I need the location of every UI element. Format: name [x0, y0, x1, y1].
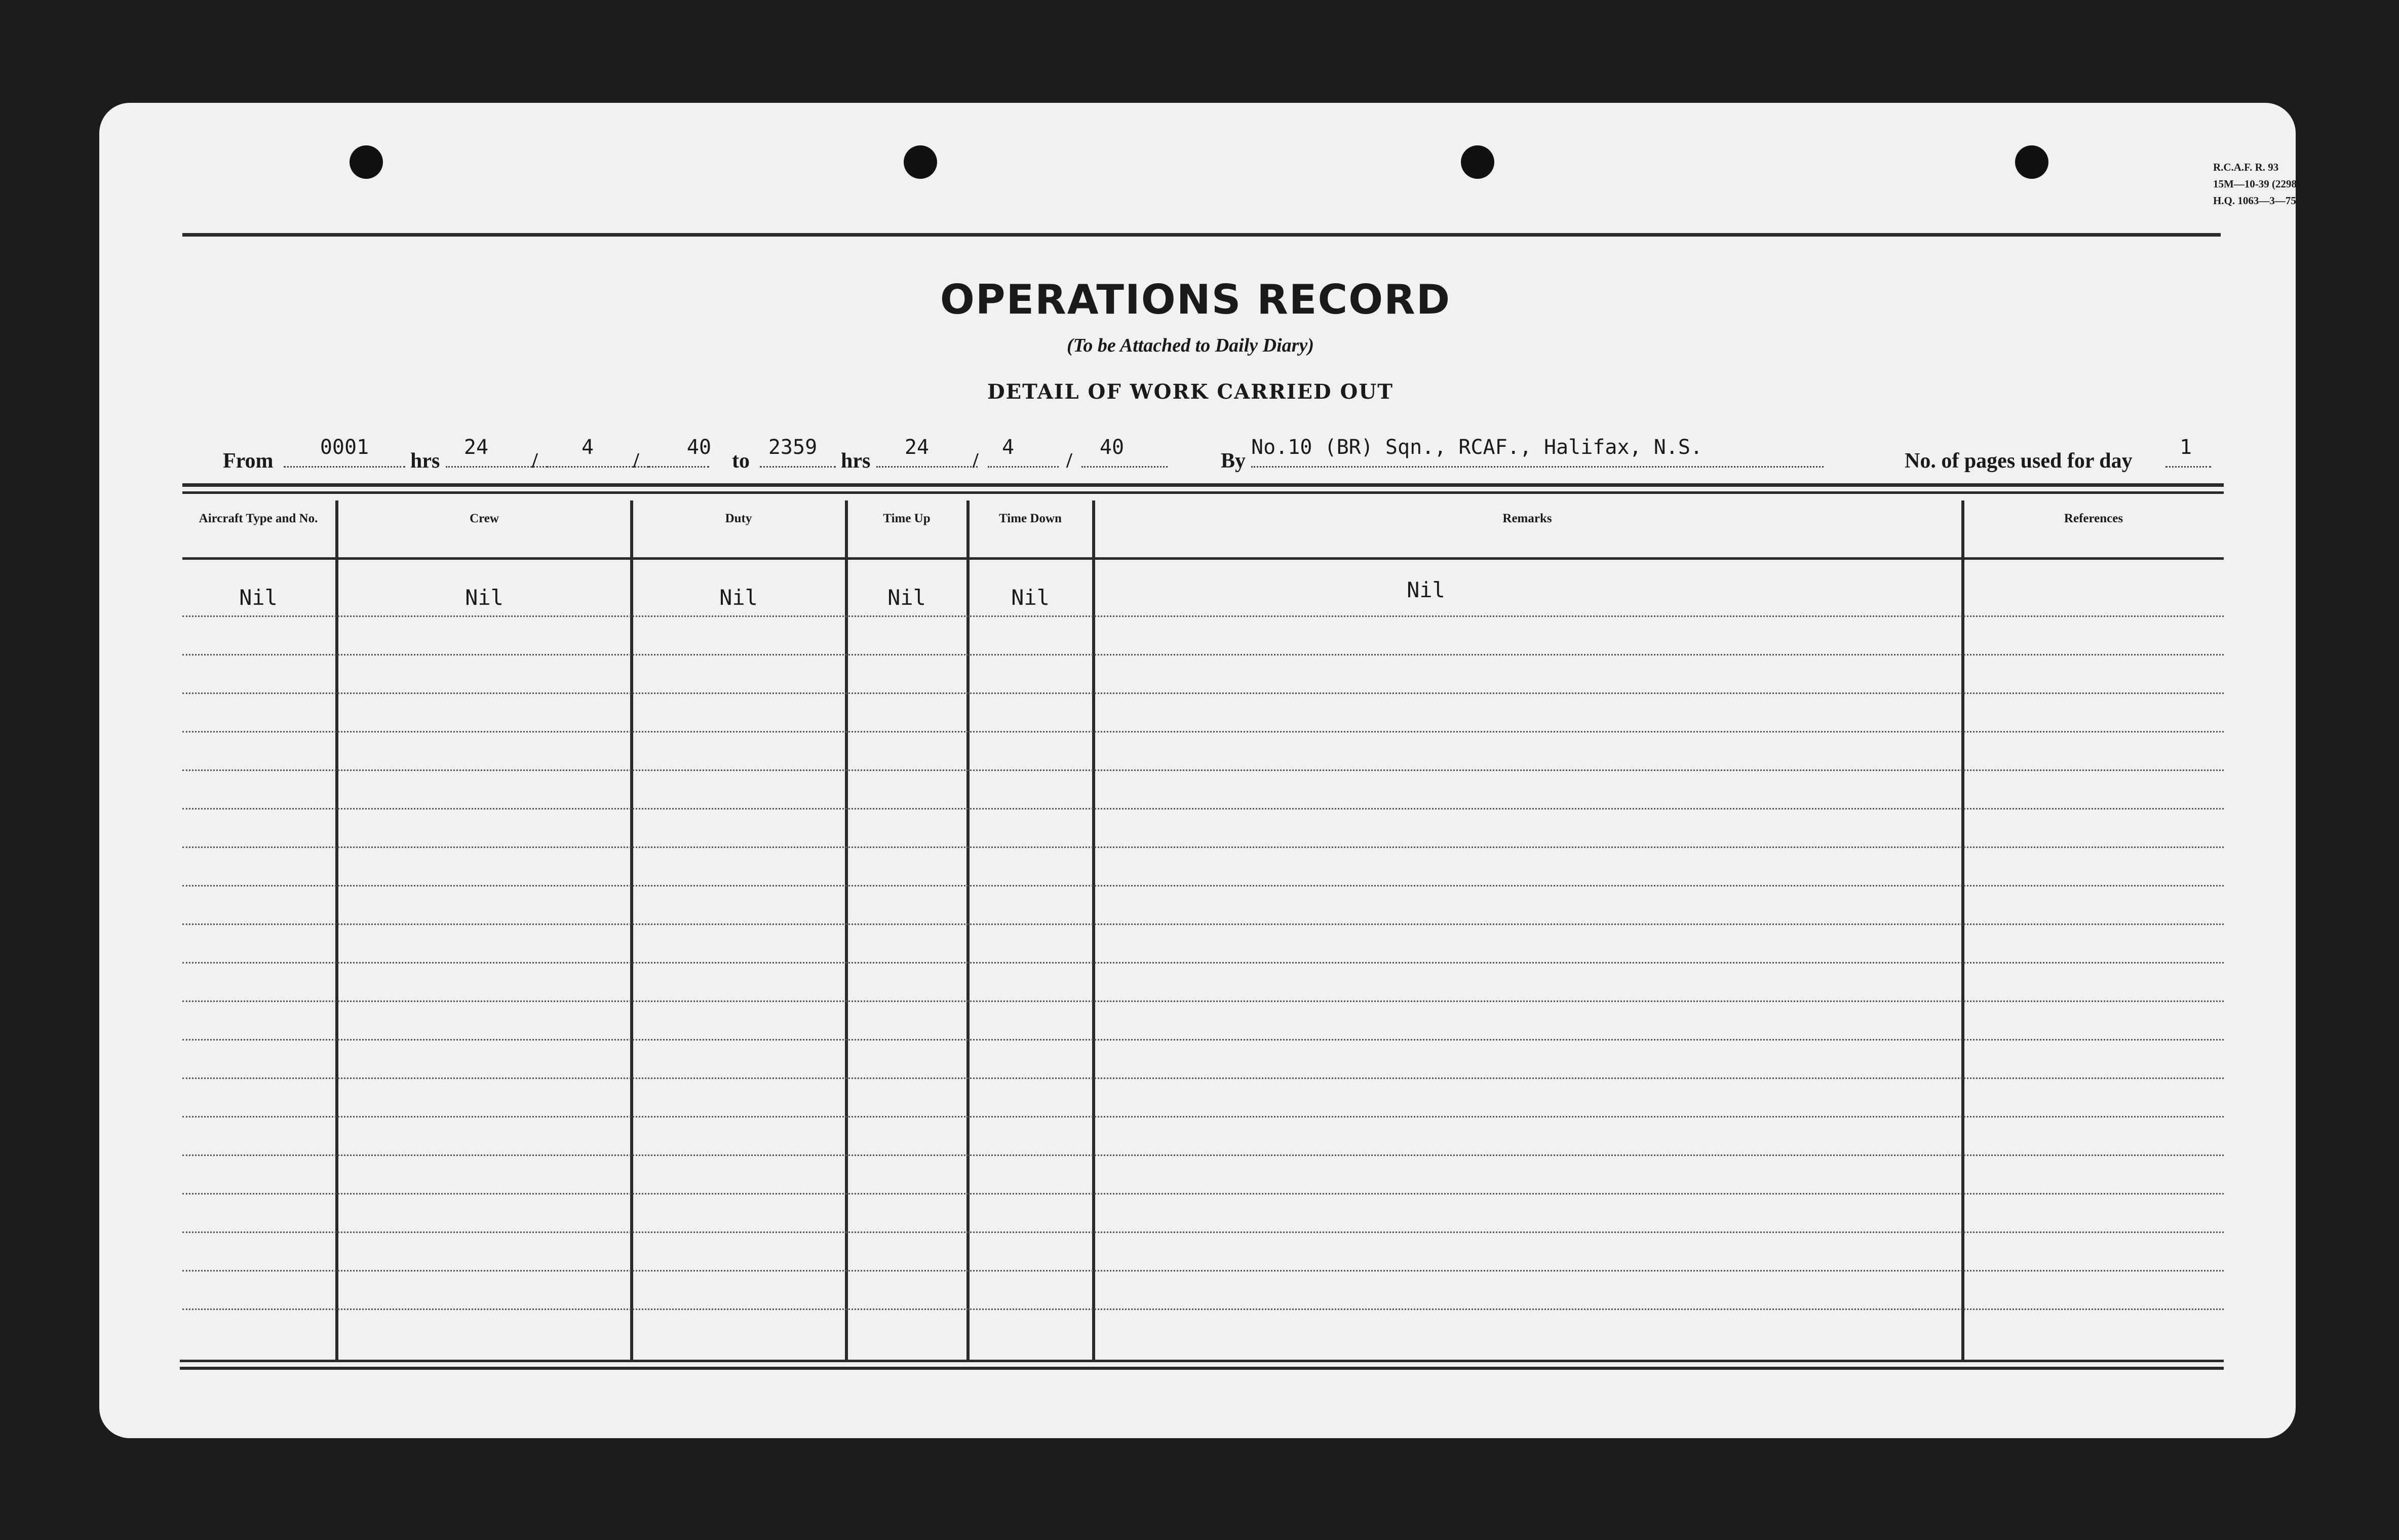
ruled-line [182, 1231, 2224, 1233]
top-rule [182, 233, 2221, 237]
to-day-line [876, 466, 978, 468]
from-day-field[interactable]: 24 [463, 436, 489, 459]
pages-field[interactable]: 1 [2179, 436, 2192, 459]
table-bottom-rule [180, 1367, 2224, 1370]
to-day-field[interactable]: 24 [904, 436, 930, 459]
cell-crew[interactable]: Nil [465, 585, 504, 610]
table-bottom-rule [180, 1360, 2224, 1362]
binder-hole [2015, 145, 2048, 179]
page-title: OPERATIONS RECORD [940, 276, 1451, 323]
from-year-field[interactable]: 40 [686, 436, 712, 459]
cell-duty[interactable]: Nil [719, 585, 758, 610]
hrs-label: hrs [410, 449, 440, 473]
cell-aircraft[interactable]: Nil [239, 585, 278, 610]
slash: / [532, 449, 538, 473]
ruled-line [182, 654, 2224, 656]
ruled-line [182, 1000, 2224, 1002]
header-underline [182, 557, 2224, 560]
ruled-line [182, 1193, 2224, 1195]
to-month-line [988, 466, 1059, 468]
pages-line [2165, 466, 2211, 468]
ruled-line [182, 731, 2224, 733]
form-code-line: R.C.A.F. R. 93 [2213, 161, 2279, 173]
slash: / [973, 449, 979, 473]
to-time-line [760, 466, 836, 468]
from-time-field[interactable]: 0001 [320, 436, 369, 459]
to-time-field[interactable]: 2359 [768, 436, 818, 459]
cell-remarks[interactable]: Nil [1407, 578, 1445, 602]
detail-heading: DETAIL OF WORK CARRIED OUT [987, 380, 1394, 404]
ruled-line [182, 962, 2224, 964]
ruled-line [182, 1039, 2224, 1041]
form-code-line: 15M—10-39 (2298) [2213, 178, 2300, 190]
col-header-crew: Crew [470, 512, 499, 525]
ruled-line [182, 808, 2224, 810]
ruled-line [182, 1116, 2224, 1118]
col-header-time-down: Time Down [999, 512, 1062, 525]
to-year-field[interactable]: 40 [1099, 436, 1125, 459]
binder-hole [350, 145, 383, 179]
pages-label: No. of pages used for day [1905, 449, 2133, 473]
slash: / [633, 449, 639, 473]
ruled-line [182, 1270, 2224, 1272]
to-label: to [732, 449, 750, 473]
table-top-rule [182, 491, 2224, 494]
table-top-rule [182, 483, 2224, 487]
ruled-line [182, 615, 2224, 617]
from-month-field[interactable]: 4 [581, 436, 594, 459]
period-line [182, 436, 2229, 476]
col-header-aircraft: Aircraft Type and No. [199, 512, 318, 525]
slash: / [1066, 449, 1072, 473]
col-header-references: References [2064, 512, 2123, 525]
ruled-line [182, 885, 2224, 887]
to-year-line [1081, 466, 1168, 468]
page-subtitle: (To be Attached to Daily Diary) [1067, 335, 1314, 356]
ruled-line [182, 769, 2224, 771]
ruled-line [182, 1154, 2224, 1156]
to-month-field[interactable]: 4 [1001, 436, 1015, 459]
ruled-line [182, 1077, 2224, 1079]
ruled-line [182, 692, 2224, 694]
col-header-duty: Duty [725, 512, 752, 525]
from-label: From [223, 449, 274, 473]
form-code-line: H.Q. 1063—3—75 [2213, 195, 2296, 207]
from-time-line [284, 466, 405, 468]
by-label: By [1221, 449, 1246, 473]
binder-hole [1461, 145, 1494, 179]
col-header-remarks: Remarks [1502, 512, 1552, 525]
ruled-line [182, 1308, 2224, 1310]
cell-time-down[interactable]: Nil [1011, 585, 1050, 610]
cell-time-up[interactable]: Nil [887, 585, 926, 610]
binder-hole [904, 145, 937, 179]
by-field[interactable]: No.10 (BR) Sqn., RCAF., Halifax, N.S. [1251, 436, 1703, 459]
from-year-line [648, 466, 709, 468]
ruled-line [182, 923, 2224, 925]
hrs-label: hrs [841, 449, 871, 473]
form-code [2213, 159, 2300, 209]
ruled-line [182, 846, 2224, 848]
col-header-time-up: Time Up [883, 512, 931, 525]
by-line [1251, 466, 1824, 468]
